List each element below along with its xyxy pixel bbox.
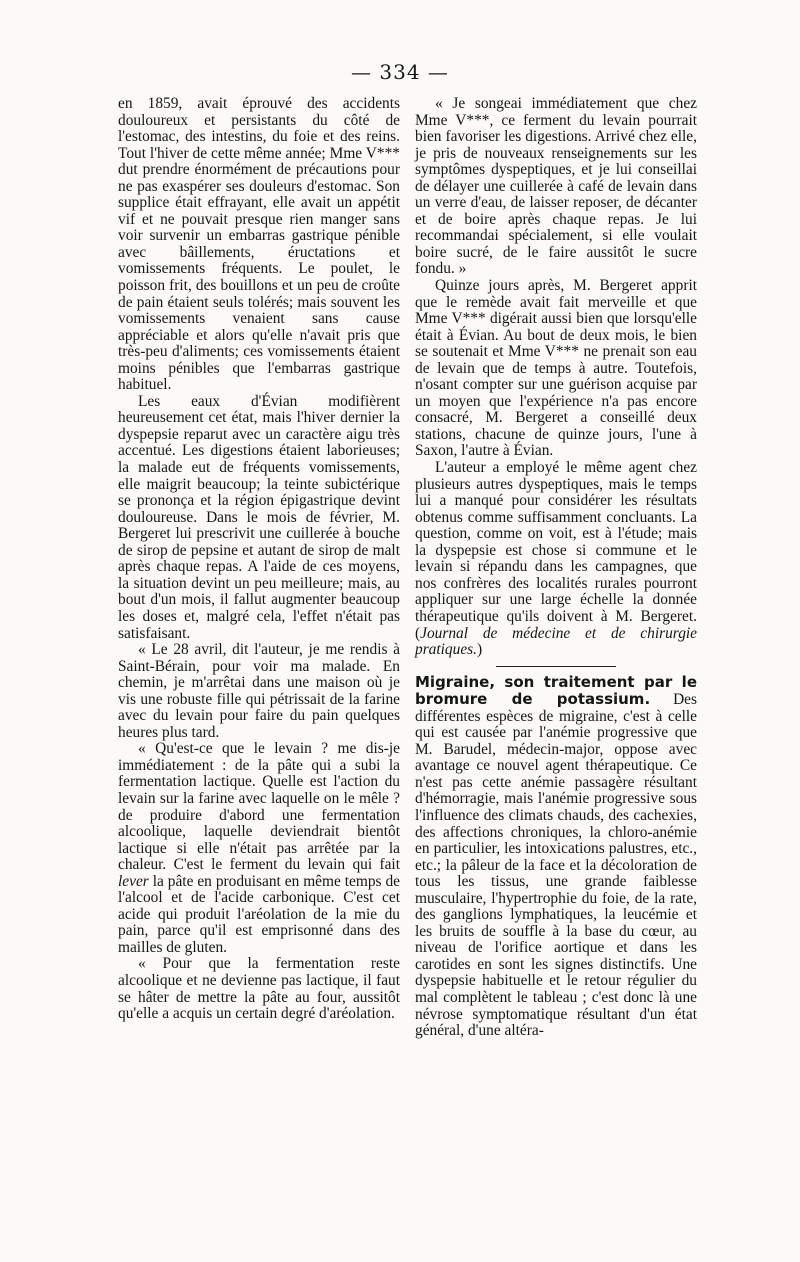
paragraph xyxy=(415,460,697,659)
paragraph: « Pour que la fermentation reste alcoolique et ne devienne pas lactique, il faut se hâter de mettre la pâte au four, aussitôt qu'elle a acquis un certain degré d'aréolation. xyxy=(118,955,400,1023)
text-run: « Qu'est-ce que le levain ? me dis-je immédiatement : de la pâte qui a subi la fermentation lactique. Quelle est l'action du levain sur la farine avec laquelle on le mêle ? de produire d'abord une fermentation alcoolique, laquelle deviendrait bientôt lactique si elle n'était pas arrêtée par la chaleur. C'est le ferment du levain qui fait xyxy=(118,740,400,874)
page-number: — 334 — xyxy=(351,60,449,84)
paragraph: « Je songeai immédiatement que chez Mme V***, ce ferment du levain pourrait bien favoriser les digestions. Arrivé chez elle, je pris de nouveaux renseignements sur les symptômes dyspeptiques, et je lui conseillai de délayer une cuillerée à café de levain dans un verre d'eau, de laisser reposer, de décanter et de boire après chaque repas. Je lui recommandai spécialement, si elle voulait boire sucré, de le faire aussitôt le sucre fondu. » xyxy=(415,95,697,278)
text-run: ) xyxy=(477,641,483,659)
paragraph: en 1859, avait éprouvé des accidents douloureux et persistants du côté de l'estomac, des intestins, du foie et des reins. Tout l'hiver de cette même année; Mme V*** dut prendre énormément de précautions pour ne pas exaspérer ses douleurs d'estomac. Son supplice était effrayant, elle avait un appétit vif et ne pouvait presque rien manger sans voir survenir un embarras gastrique pénible avec bâillements, éructations et vomissements fréquents. Le poulet, le poisson frit, des bouillons et un peu de croûte de pain étaient seuls tolérés; mais souvent les vomissements venaient sans cause appréciable et alors qu'elle n'avait pris que très-peu d'aliments; ces vomissements étaient moins pénibles que l'embarras gastrique habituel. xyxy=(118,95,400,394)
paragraph: Quinze jours après, M. Bergeret apprit que le remède avait fait merveille et que Mme V*** digérait aussi bien que lorsqu'elle était à Évian. Au bout de deux mois, le bien se soutenait et Mme V*** ne prenait son eau de levain que de temps à autre. Toutefois, n'osant compter sur une guérison acquise par un moyen que l'expérience n'a pas encore consacré, M. Bergeret a conseillé deux stations, chacune de quinze jours, l'une à Saxon, l'autre à Évian. xyxy=(415,277,697,460)
paragraph: « Le 28 avril, dit l'auteur, je me rendis à Saint-Bérain, pour voir ma malade. En chemin, je m'arrêtai dans une maison où je vis une robuste fille qui pétrissait de la farine avec du levain pour faire du pain quelques heures plus tard. xyxy=(118,641,400,741)
section-body: Des différentes espèces de migraine, c'est à celle qui est causée par l'anémie progressive que M. Barudel, médecin-major, oppose avec avantage ce nouvel agent thérapeutique. Ce n'est pas cette anémie passagère résultant d'hémorragie, mais l'anémie progressive sous l'influence des climats chauds, des cachexies, des affections chroniques, la chloro-anémie en particulier, les intoxications palustres, etc., etc.; la pâleur de la face et la décoloration de tous les tissus, une grande faiblesse musculaire, l'hypertrophie du foie, de la rate, des ganglions lymphatiques, la leucémie et les bruits de souffle à la base du cœur, au niveau de l'orifice aortique et dans les carotides en sont les signes distinctifs. Une dyspepsie habituelle et le retour régulier du mal complètent le tableau ; c'est donc là une névrose symptomatique résultant d'un état général, d'une altéra- xyxy=(415,691,697,1040)
section-paragraph xyxy=(415,674,697,1040)
paragraph: Les eaux d'Évian modifièrent heureusement cet état, mais l'hiver dernier la dyspepsie reparut avec un caractère aigu très accentué. Les digestions étaient laborieuses; la malade eut de fréquents vomissements, elle maigrit beaucoup; la teinte subictérique se prononça et la région épigastrique devint douloureuse. Dans le mois de février, M. Bergeret lui prescrivit une cuillerée à bouche de sirop de pepsine et autant de sirop de malt après chaque repas. A l'aide de ces moyens, la situation devint un peu meilleure; mais, au bout d'un mois, il fallut augmenter beaucoup les doses et, malgré cela, l'effet n'était pas satisfaisant. xyxy=(118,392,400,642)
journal-title: Journal de médecine et de chirurgie pratiques. xyxy=(415,624,697,659)
text-run: la pâte en produisant en même temps de l'alcool et de l'acide carbonique. C'est cet acide qui produit l'aréolation de la mie du pain, parce qu'il est emprisonné dans des mailles de gluten. xyxy=(118,872,400,956)
emphasis: lever xyxy=(118,872,149,890)
section-heading: Migraine, son traitement par le bromure de potassium. xyxy=(415,672,697,709)
right-column xyxy=(415,96,697,1040)
section-divider xyxy=(496,666,616,667)
text-run: L'auteur a employé le même agent chez plusieurs autres dyspeptiques, mais le temps lui a manqué pour considérer les résultats obtenus comme suffisamment concluants. La question, comme on voit, est à l'étude; mais la dyspepsie est chose si commune et le levain si répandu dans les campagnes, que nos confrères des localités rurales pourront appliquer sur une large échelle la donnée thérapeutique qu'ils doivent à M. Bergeret. ( xyxy=(415,459,697,642)
paragraph xyxy=(118,741,400,956)
left-column xyxy=(118,96,400,1023)
